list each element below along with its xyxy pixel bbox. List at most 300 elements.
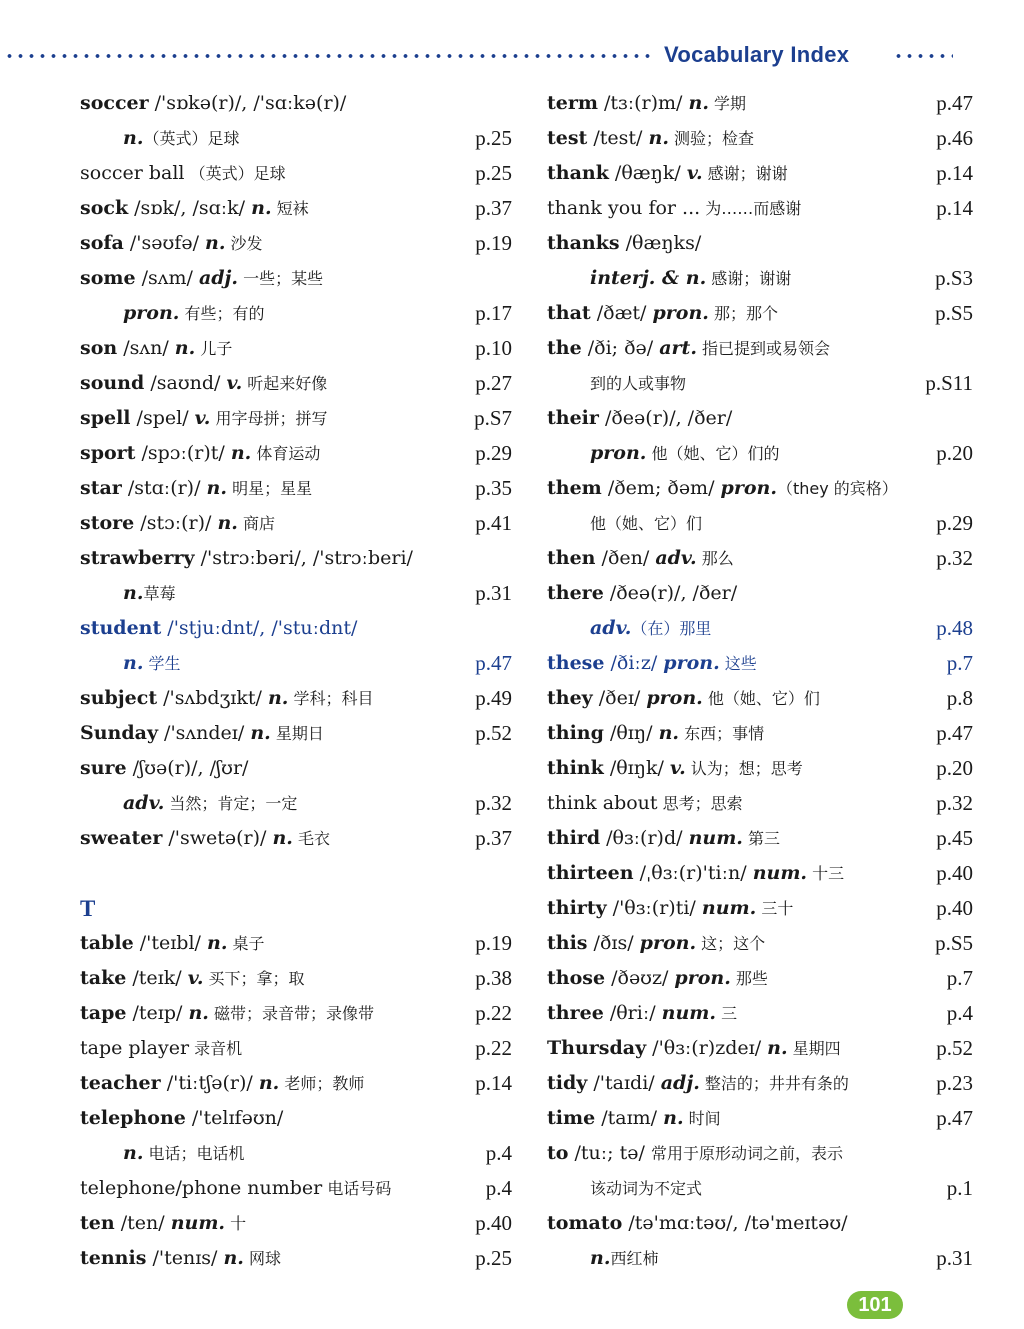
pronunciation: /ˌθɜː(r)'tiːn/ — [633, 862, 753, 884]
headword: tomato — [547, 1212, 623, 1234]
part-of-speech: n. — [123, 127, 144, 149]
pronunciation: /teɪk/ — [126, 967, 188, 989]
page-ref: p.14 — [936, 161, 973, 185]
part-of-speech: n. — [207, 932, 228, 954]
pronunciation: /ðɪs/ — [587, 932, 640, 954]
definition: 儿子 — [195, 339, 233, 358]
pronunciation: /tuː; tə/ — [568, 1142, 651, 1164]
definition: 学生 — [143, 654, 181, 673]
page-ref: p.31 — [936, 1246, 973, 1270]
headword: time — [547, 1107, 596, 1129]
headword: Sunday — [80, 722, 158, 744]
part-of-speech: n. — [267, 687, 289, 709]
headword: Thursday — [547, 1037, 647, 1059]
pronunciation: /sʌn/ — [117, 337, 175, 359]
headword: them — [547, 477, 602, 499]
part-of-speech: n. — [658, 722, 679, 744]
page-ref: p.S11 — [925, 371, 973, 395]
page-ref: p.7 — [946, 651, 973, 675]
headword: there — [547, 582, 604, 604]
vocab-entry — [80, 1241, 512, 1276]
vocab-entry — [80, 261, 512, 296]
page-ref: p.41 — [475, 511, 512, 535]
page-ref: p.31 — [475, 581, 512, 605]
headword: sound — [80, 372, 145, 394]
page-ref: p.32 — [475, 791, 512, 815]
part-of-speech: v. — [194, 407, 211, 429]
headword: tennis — [80, 1247, 147, 1269]
page-ref: p.38 — [475, 966, 512, 990]
vocab-entry — [547, 926, 973, 961]
definition: 听起来好像 — [242, 374, 328, 393]
page-ref: p.14 — [936, 196, 973, 220]
headword: tape — [80, 1002, 127, 1024]
definition: 星期日 — [270, 724, 324, 743]
definition: 三 — [716, 1004, 738, 1023]
part-of-speech: pron. — [720, 477, 777, 499]
page-ref: p.4 — [485, 1176, 512, 1200]
headword: subject — [80, 687, 158, 709]
section-gap — [80, 856, 512, 891]
vocab-entry — [80, 926, 512, 961]
page-ref: p.37 — [475, 196, 512, 220]
headword: these — [547, 652, 605, 674]
vocab-entry — [547, 576, 973, 611]
page-ref: p.25 — [475, 161, 512, 185]
pronunciation: /'tiːtʃə(r)/ — [160, 1072, 259, 1094]
pronunciation: /ðəʊz/ — [605, 967, 675, 989]
vocab-entry — [80, 681, 512, 716]
page-ref: p.49 — [475, 686, 512, 710]
part-of-speech: n. — [205, 232, 226, 254]
pronunciation: /'θɜː(r)ti/ — [606, 897, 702, 919]
headword: those — [547, 967, 606, 989]
vocab-entry — [547, 1206, 973, 1241]
page-ref: p.4 — [946, 1001, 973, 1025]
part-of-speech: interj. & n. — [590, 267, 707, 289]
part-of-speech: n. — [251, 197, 272, 219]
headword: thanks — [547, 232, 620, 254]
vocab-entry — [547, 821, 973, 856]
page-ref: p.37 — [475, 826, 512, 850]
pronunciation: /sʌm/ — [135, 267, 199, 289]
page-number-badge: 101 — [847, 1291, 903, 1319]
entry-continuation — [80, 121, 512, 156]
headword: take — [80, 967, 127, 989]
vocab-entry — [547, 716, 973, 751]
pronunciation: /stɑː(r)/ — [121, 477, 207, 499]
definition: 思考；思索 — [657, 794, 743, 813]
dotted-rule-right — [893, 53, 953, 59]
part-of-speech: num. — [701, 897, 757, 919]
pronunciation: /θɪŋk/ — [603, 757, 670, 779]
definition: 磁带；录音带；录像带 — [208, 1004, 375, 1023]
pronunciation: /tə'mɑːtəʊ/, /tə'meɪtəʊ/ — [622, 1212, 848, 1234]
definition: （英式）足球 — [143, 129, 240, 148]
pronunciation: /'teɪbl/ — [133, 932, 207, 954]
page-ref: p.47 — [936, 1106, 973, 1130]
vocab-entry — [547, 331, 973, 366]
headword: son — [80, 337, 118, 359]
part-of-speech: n. — [688, 92, 709, 114]
entry-continuation — [80, 576, 512, 611]
part-of-speech: art. — [659, 337, 697, 359]
part-of-speech: n. — [123, 652, 144, 674]
pronunciation: /ði; ðə/ — [581, 337, 660, 359]
headword: this — [547, 932, 588, 954]
vocab-entry — [80, 1066, 512, 1101]
page-ref: p.45 — [936, 826, 973, 850]
pronunciation: /'sʌbdʒɪkt/ — [157, 687, 268, 709]
phrase: soccer ball — [80, 162, 185, 184]
headword: star — [80, 477, 122, 499]
definition: 他（她、它）们的 — [646, 444, 780, 463]
page-ref: p.52 — [475, 721, 512, 745]
definition: 商店 — [237, 514, 275, 533]
vocab-entry — [80, 401, 512, 436]
part-of-speech: n. — [258, 1072, 280, 1094]
vocab-entry — [80, 611, 512, 646]
headword: test — [547, 127, 588, 149]
definition: 电话号码 — [322, 1179, 392, 1198]
page-ref: p.1 — [946, 1176, 973, 1200]
entry-continuation — [547, 506, 973, 541]
pronunciation: /θɜː(r)d/ — [600, 827, 689, 849]
page-ref: p.23 — [936, 1071, 973, 1095]
vocab-entry — [80, 331, 512, 366]
pronunciation: /ðen/ — [595, 547, 656, 569]
part-of-speech: n. — [590, 1247, 611, 1269]
entry-continuation — [80, 786, 512, 821]
entry-continuation — [80, 646, 512, 681]
running-header — [0, 40, 1024, 70]
vocab-entry — [80, 821, 512, 856]
definition: 这；这个 — [696, 934, 766, 953]
definition: 买下；拿；取 — [203, 969, 305, 988]
headword: thank — [547, 162, 609, 184]
definition: 桌子 — [227, 934, 265, 953]
headword: student — [80, 617, 162, 639]
pronunciation: /ʃʊə(r)/, /ʃʊr/ — [126, 757, 249, 779]
definition: 明星；星星 — [226, 479, 313, 498]
page-ref: p.35 — [475, 476, 512, 500]
headword: third — [547, 827, 601, 849]
part-of-speech: pron. — [590, 442, 647, 464]
vocab-entry — [80, 226, 512, 261]
definition: 老师；教师 — [279, 1074, 365, 1093]
definition: 学科；科目 — [288, 689, 374, 708]
pronunciation: /'tenɪs/ — [146, 1247, 224, 1269]
pronunciation: /'taɪdi/ — [587, 1072, 661, 1094]
headword: tidy — [547, 1072, 588, 1094]
definition: 西红柿 — [610, 1249, 659, 1268]
headword: that — [547, 302, 591, 324]
entry-continuation — [547, 261, 973, 296]
definition: 当然；肯定；一定 — [164, 794, 298, 813]
vocab-entry — [80, 716, 512, 751]
section-letter: T — [80, 896, 96, 921]
pronunciation: /θɪŋ/ — [603, 722, 659, 744]
vocab-entry — [547, 401, 973, 436]
entry-continuation — [80, 1136, 512, 1171]
definition: 第三 — [742, 829, 781, 848]
pronunciation: /'sʌndeɪ/ — [158, 722, 251, 744]
vocab-entry — [80, 506, 512, 541]
pronunciation: /ten/ — [114, 1212, 171, 1234]
vocab-entry — [547, 681, 973, 716]
definition: 毛衣 — [292, 829, 331, 848]
part-of-speech: num. — [170, 1212, 226, 1234]
definition: 录音机 — [189, 1039, 243, 1058]
pronunciation: /θriː/ — [603, 1002, 662, 1024]
vocab-entry — [547, 646, 973, 681]
part-of-speech: n. — [250, 722, 271, 744]
headword: sport — [80, 442, 136, 464]
part-of-speech: n. — [123, 582, 144, 604]
entry-continuation — [547, 1171, 973, 1206]
vocab-entry — [547, 751, 973, 786]
part-of-speech: n. — [663, 1107, 684, 1129]
definition: 沙发 — [225, 234, 263, 253]
page-ref: p.S7 — [474, 406, 512, 430]
headword: to — [547, 1142, 569, 1164]
dotted-rule-left — [4, 53, 652, 59]
vocab-entry — [80, 541, 512, 576]
page-ref: p.32 — [936, 791, 973, 815]
definition: 常用于原形动词之前，表示 — [650, 1144, 843, 1163]
pronunciation: /stɔː(r)/ — [134, 512, 218, 534]
page-ref: p.27 — [475, 371, 512, 395]
part-of-speech: n. — [206, 477, 227, 499]
left-column — [80, 86, 512, 1276]
part-of-speech: v. — [686, 162, 703, 184]
pronunciation: /tɜː(r)m/ — [597, 92, 689, 114]
definition: 短袜 — [271, 199, 309, 218]
phrase: think about — [547, 792, 658, 814]
headword: sofa — [80, 232, 124, 254]
vocab-entry — [547, 541, 973, 576]
definition: 十三 — [807, 864, 845, 883]
definition: 认为；想；思考 — [685, 759, 803, 778]
headword: store — [80, 512, 135, 534]
phrase: tape player — [80, 1037, 190, 1059]
part-of-speech: adv. — [590, 617, 632, 639]
vocab-entry — [547, 996, 973, 1031]
part-of-speech: v. — [226, 372, 243, 394]
definition: 东西；事情 — [679, 724, 765, 743]
vocab-entry — [547, 1066, 973, 1101]
vocab-entry — [80, 471, 512, 506]
entry-continuation — [547, 1241, 973, 1276]
vocab-entry — [80, 1031, 512, 1066]
pronunciation: /θæŋks/ — [619, 232, 702, 254]
entry-continuation — [547, 436, 973, 471]
vocab-entry — [547, 471, 973, 506]
pronunciation: /ðem; ðəm/ — [601, 477, 721, 499]
vocab-entry — [80, 996, 512, 1031]
pronunciation: /ðeə(r)/, /ðer/ — [598, 407, 733, 429]
vocab-entry — [80, 1101, 512, 1136]
part-of-speech: adj. — [660, 1072, 700, 1094]
vocab-entry — [547, 86, 973, 121]
pronunciation: /'telɪfəʊn/ — [185, 1107, 284, 1129]
headword: term — [547, 92, 598, 114]
section-title: Vocabulary Index — [664, 42, 850, 67]
headword: thing — [547, 722, 604, 744]
part-of-speech: n. — [230, 442, 252, 464]
definition: 电话；电话机 — [143, 1144, 245, 1163]
vocab-entry — [80, 156, 512, 191]
entry-continuation — [80, 296, 512, 331]
page-ref: p.40 — [475, 1211, 512, 1235]
headword: then — [547, 547, 596, 569]
phrase: telephone/phone number — [80, 1177, 323, 1199]
headword: sock — [80, 197, 129, 219]
page-ref: p.S5 — [935, 931, 973, 955]
page-ref: p.40 — [936, 861, 973, 885]
headword: telephone — [80, 1107, 186, 1129]
part-of-speech: n. — [174, 337, 196, 359]
pronunciation: /'səʊfə/ — [123, 232, 206, 254]
part-of-speech: adj. — [198, 267, 239, 289]
page-ref: p.52 — [936, 1036, 973, 1060]
page-ref: p.47 — [936, 91, 973, 115]
vocab-entry — [80, 1206, 512, 1241]
part-of-speech: pron. — [663, 652, 720, 674]
pronunciation: /'strɔːbəri/, /'strɔːberi/ — [194, 547, 413, 569]
definition: 该动词为不定式 — [590, 1179, 703, 1198]
vocab-entry — [547, 1136, 973, 1171]
pronunciation: /test/ — [587, 127, 649, 149]
part-of-speech: n. — [223, 1247, 244, 1269]
headword: think — [547, 757, 604, 779]
definition: （英式）足球 — [184, 164, 286, 183]
headword: they — [547, 687, 593, 709]
headword: the — [547, 337, 582, 359]
part-of-speech: n. — [188, 1002, 209, 1024]
vocab-entry — [80, 436, 512, 471]
headword: some — [80, 267, 136, 289]
pronunciation: /saʊnd/ — [144, 372, 227, 394]
pronunciation: /ðiːz/ — [604, 652, 664, 674]
definition: 他（她、它）们 — [590, 514, 703, 533]
pronunciation: /'sɒkə(r)/, /'sɑːkə(r)/ — [148, 92, 347, 114]
vocab-entry — [547, 156, 973, 191]
page-ref: p.47 — [475, 651, 512, 675]
vocab-entry — [80, 366, 512, 401]
definition: 那些 — [730, 969, 768, 988]
part-of-speech: num. — [661, 1002, 717, 1024]
definition: 体育运动 — [251, 444, 321, 463]
part-of-speech: adv. — [123, 792, 165, 814]
vocab-entry — [80, 751, 512, 786]
pronunciation: /spɔː(r)t/ — [135, 442, 231, 464]
definition: 网球 — [243, 1249, 282, 1268]
vocab-entry — [547, 856, 973, 891]
page-ref: p.40 — [936, 896, 973, 920]
headword: sure — [80, 757, 127, 779]
definition: 三十 — [756, 899, 794, 918]
definition: 他（她、它）们 — [702, 689, 820, 708]
part-of-speech: n. — [217, 512, 238, 534]
definition: 感谢；谢谢 — [702, 164, 788, 183]
vocab-entry — [547, 786, 973, 821]
definition: 为……而感谢 — [700, 199, 802, 218]
part-of-speech: v. — [669, 757, 686, 779]
page-ref: p.19 — [475, 931, 512, 955]
pronunciation: /'θɜː(r)zdeɪ/ — [646, 1037, 768, 1059]
headword: thirty — [547, 897, 607, 919]
pronunciation: /sɒk/, /sɑːk/ — [128, 197, 252, 219]
pronunciation: /'stjuːdnt/, /'stuːdnt/ — [161, 617, 358, 639]
entry-continuation — [547, 611, 973, 646]
headword: their — [547, 407, 599, 429]
vocab-entry — [80, 86, 512, 121]
pronunciation: /ðeɪ/ — [592, 687, 647, 709]
page-ref: p.7 — [946, 966, 973, 990]
vocab-entry — [80, 961, 512, 996]
vocab-entry — [80, 191, 512, 226]
headword: three — [547, 1002, 604, 1024]
pronunciation: /ðeə(r)/, /ðer/ — [603, 582, 738, 604]
definition: 学期 — [708, 94, 747, 113]
page-ref: p.22 — [475, 1001, 512, 1025]
part-of-speech: n. — [767, 1037, 788, 1059]
headword: spell — [80, 407, 131, 429]
definition: 整洁的；井井有条的 — [699, 1074, 849, 1093]
pronunciation: /ðæt/ — [590, 302, 653, 324]
vocab-entry — [547, 296, 973, 331]
page-ref: p.17 — [475, 301, 512, 325]
definition: 感谢；谢谢 — [706, 269, 792, 288]
entry-continuation — [547, 366, 973, 401]
vocab-entry — [547, 121, 973, 156]
page-ref: p.29 — [936, 511, 973, 535]
headword: thirteen — [547, 862, 634, 884]
pronunciation: /teɪp/ — [126, 1002, 189, 1024]
page-ref: p.25 — [475, 1246, 512, 1270]
definition: 草莓 — [143, 584, 176, 603]
page-ref: p.47 — [936, 721, 973, 745]
page-ref: p.S3 — [935, 266, 973, 290]
right-column — [547, 86, 973, 1276]
headword: ten — [80, 1212, 115, 1234]
definition: 那么 — [696, 549, 734, 568]
part-of-speech: pron. — [652, 302, 709, 324]
pronunciation: /spel/ — [130, 407, 195, 429]
pronunciation: /taɪm/ — [595, 1107, 664, 1129]
part-of-speech: pron. — [639, 932, 697, 954]
definition: 到的人或事物 — [590, 374, 687, 393]
part-of-speech: pron. — [123, 302, 180, 324]
part-of-speech: n. — [123, 1142, 144, 1164]
vocab-entry — [80, 1171, 512, 1206]
part-of-speech: num. — [752, 862, 808, 884]
part-of-speech: v. — [187, 967, 204, 989]
vocab-entry — [547, 1031, 973, 1066]
pronunciation: /θæŋk/ — [608, 162, 687, 184]
page-ref: p.19 — [475, 231, 512, 255]
page-ref: p.48 — [936, 616, 973, 640]
headword: soccer — [80, 92, 149, 114]
part-of-speech: pron. — [646, 687, 703, 709]
page-ref: p.10 — [475, 336, 512, 360]
part-of-speech: adv. — [655, 547, 697, 569]
part-of-speech: num. — [688, 827, 743, 849]
headword: table — [80, 932, 134, 954]
vocab-entry — [547, 191, 973, 226]
page-ref: p.32 — [936, 546, 973, 570]
